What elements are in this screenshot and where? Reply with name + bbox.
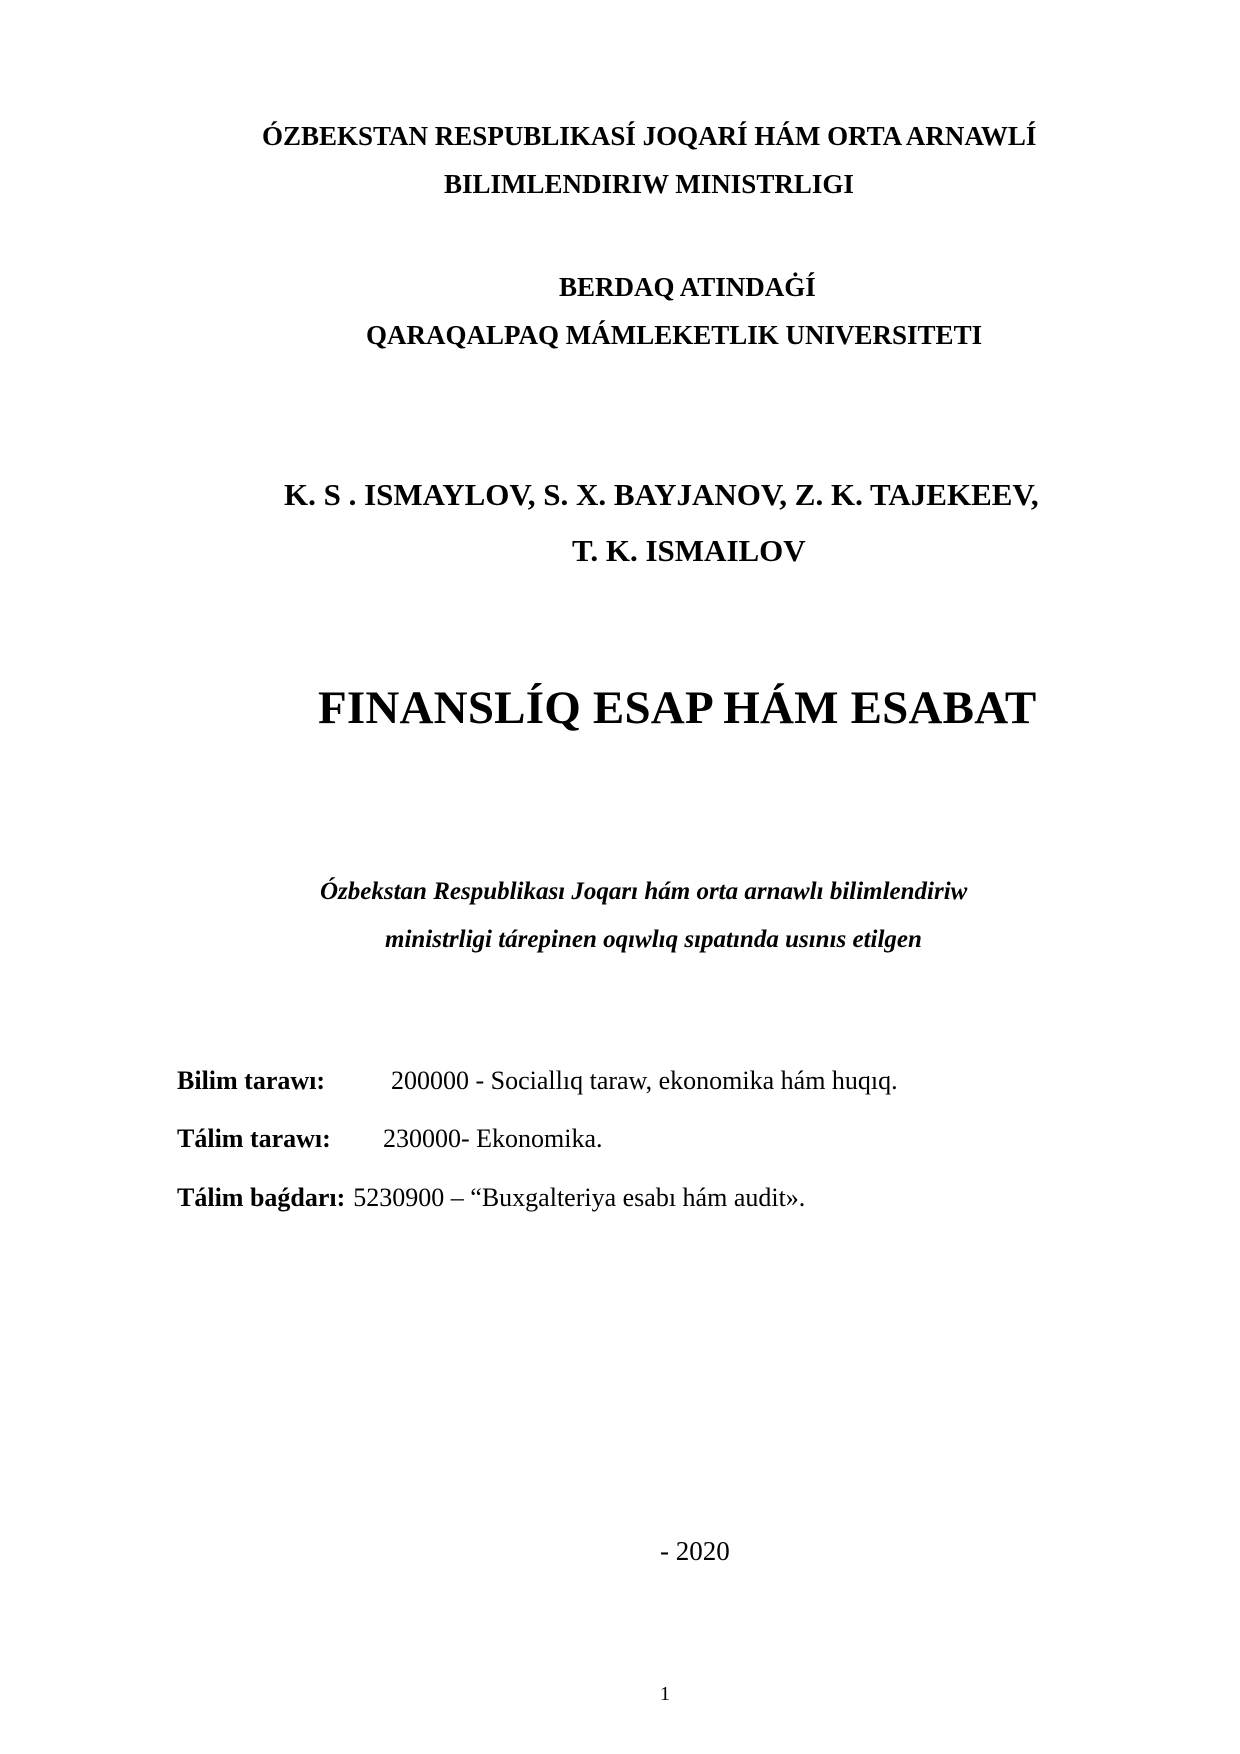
field-education-direction [177,1183,805,1213]
approval-line-1: Ózbekstan Respublikası Joqarı hám orta arnawlı bilimlendiriw [320,878,968,905]
field-knowledge-area [177,1066,898,1096]
field-label: Tálim tarawı: [177,1124,331,1153]
university-line-1: BERDAQ ATINDAĠÍ [559,272,816,302]
book-title: FINANSLÍQ ESAP HÁM ESABAT [318,682,1037,734]
authors-line-1: K. S . ISMAYLOV, S. X. BAYJANOV, Z. K. TAJEKEEV, [284,477,1039,512]
approval-line-2: ministrligi tárepinen oqıwlıq sıpatında usınıs etilgen [385,926,922,953]
field-education-area [177,1124,603,1154]
publication-year: - 2020 [660,1536,730,1566]
ministry-line-1: ÓZBEKSTAN RESPUBLIKASÍ JOQARÍ HÁM ORTA ARNAWLÍ [262,121,1037,151]
field-value: 5230900 – “Buxgalteriya esabı hám audit». [353,1183,806,1212]
field-value: 230000- Ekonomika. [383,1124,603,1153]
ministry-line-2: BILIMLENDIRIW MINISTRLIGI [444,169,854,199]
page-number: 1 [660,1683,670,1705]
field-label: Bilim tarawı: [177,1066,326,1095]
field-value: 200000 - Sociallıq taraw, ekonomika hám huqıq. [391,1066,898,1095]
authors-line-2: T. K. ISMAILOV [572,533,806,568]
field-label: Tálim baǵdarı: [177,1183,346,1212]
university-line-2: QARAQALPAQ MÁMLEKETLIK UNIVERSITETI [366,320,983,350]
